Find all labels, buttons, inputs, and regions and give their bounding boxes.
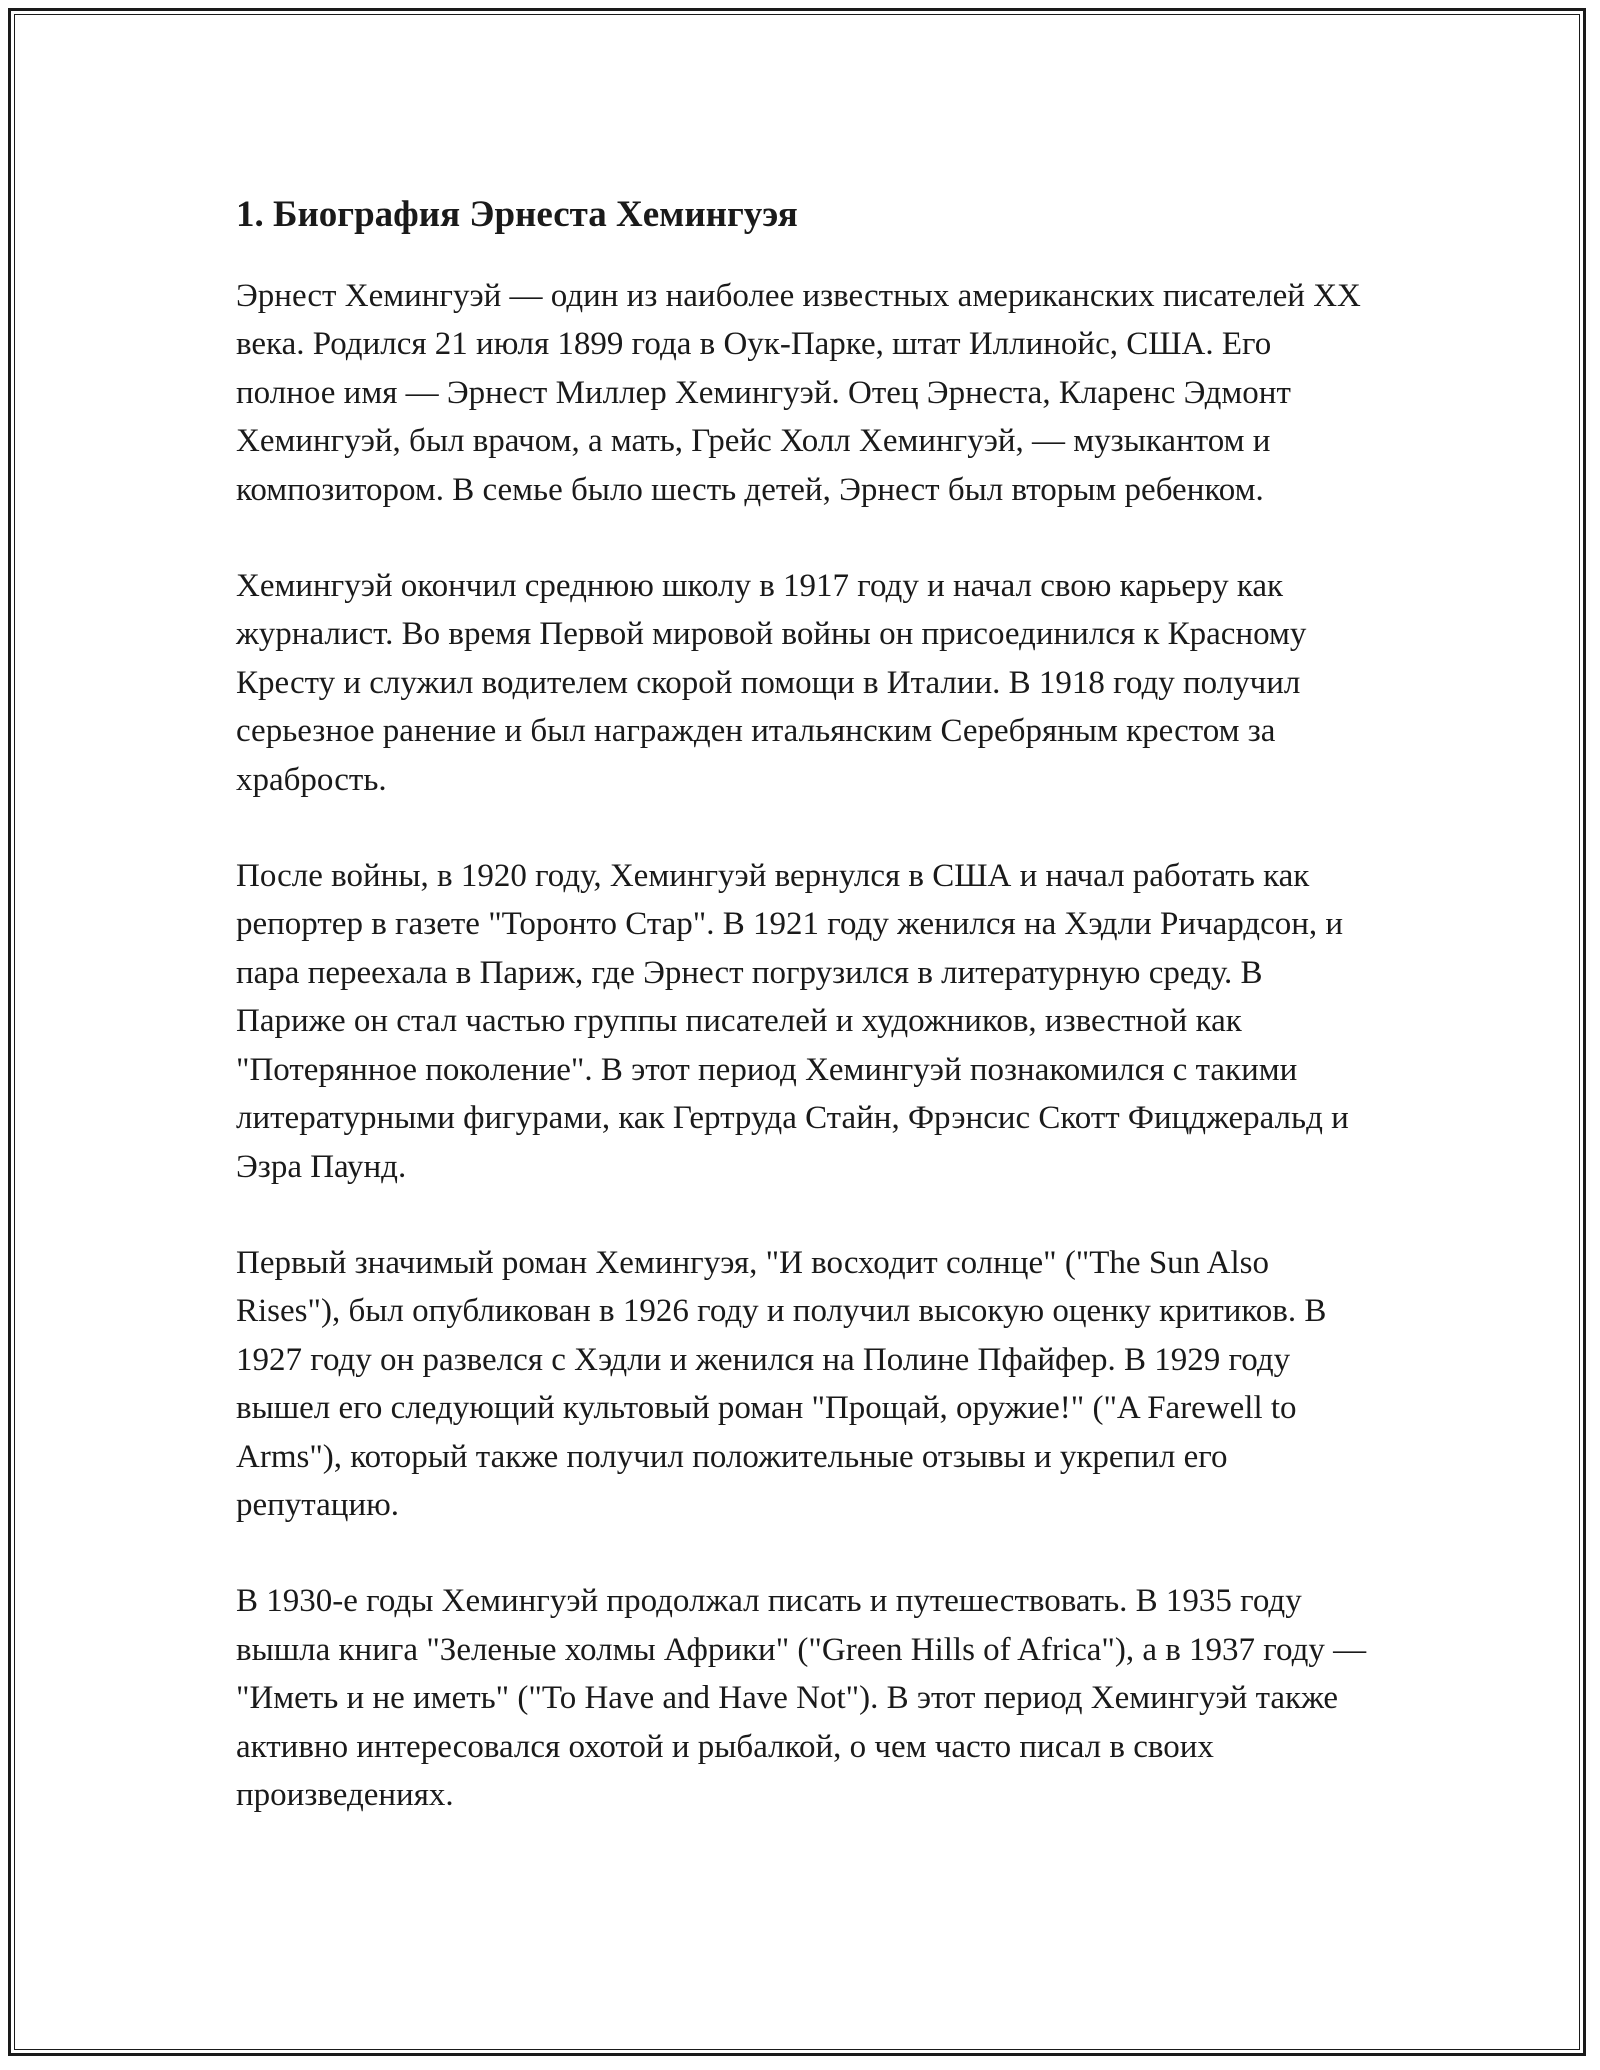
paragraph-first-novels: Первый значимый роман Хемингуэя, "И восходит солнце" ("The Sun Also Rises"), был опубликован в 1926 году и получил высокую оценку критиков. В 1927 году он развелся с Хэдли и женился на Полине Пфайфер. В 1929 году вышел его следующий культовый роман "Прощай, оружие!" ("A Farewell to Arms"), который также получил положительные отзывы и укрепил его репутацию. — [236, 1244, 1327, 1523]
paragraph-war-service: Хемингуэй окончил среднюю школу в 1917 году и начал свою карьеру как журналист. Во время Первой мировой войны он присоединился к Красному Кресту и служил водителем скорой помощи в Италии. В 1918 году получил серьезное ранение и был награжден итальянским Серебряным крестом за храбрость. — [236, 568, 1307, 798]
paragraph-early-life: Эрнест Хемингуэй — один из наиболее известных американских писателей XX века. Родился 21 июля 1899 года в Оук-Парке, штат Иллинойс, США. Его полное имя — Эрнест Миллер Хемингуэй. Отец Эрнеста, Кларенс Эдмонт Хемингуэй, был врачом, а мать, Грейс Холл Хемингуэй, — музыкантом и композитором. В семье было шесть детей, Эрнест был вторым ребенком. — [236, 278, 1361, 508]
paragraph-1930s: В 1930-е годы Хемингуэй продолжал писать и путешествовать. В 1935 году вышла книга "Зеленые холмы Африки" ("Green Hills of Africa"), а в 1937 году — "Иметь и не иметь" ("To Have and Have Not"). В этот период Хемингуэй также активно интересовался охотой и рыбалкой, о чем часто писал в своих произведениях. — [236, 1583, 1367, 1813]
section-heading: 1. Биография Эрнеста Хемингуэя — [236, 194, 798, 235]
document-body — [236, 186, 1376, 1867]
paragraph-paris-years: После войны, в 1920 году, Хемингуэй вернулся в США и начал работать как репортер в газете "Торонто Стар". В 1921 году женился на Хэдли Ричардсон, и пара переехала в Париж, где Эрнест погрузился в литературную среду. В Париже он стал частью группы писателей и художников, известной как "Потерянное поколение". В этот период Хемингуэй познакомился с такими литературными фигурами, как Гертруда Стайн, Фрэнсис Скотт Фицджеральд и Эзра Паунд. — [236, 858, 1349, 1185]
